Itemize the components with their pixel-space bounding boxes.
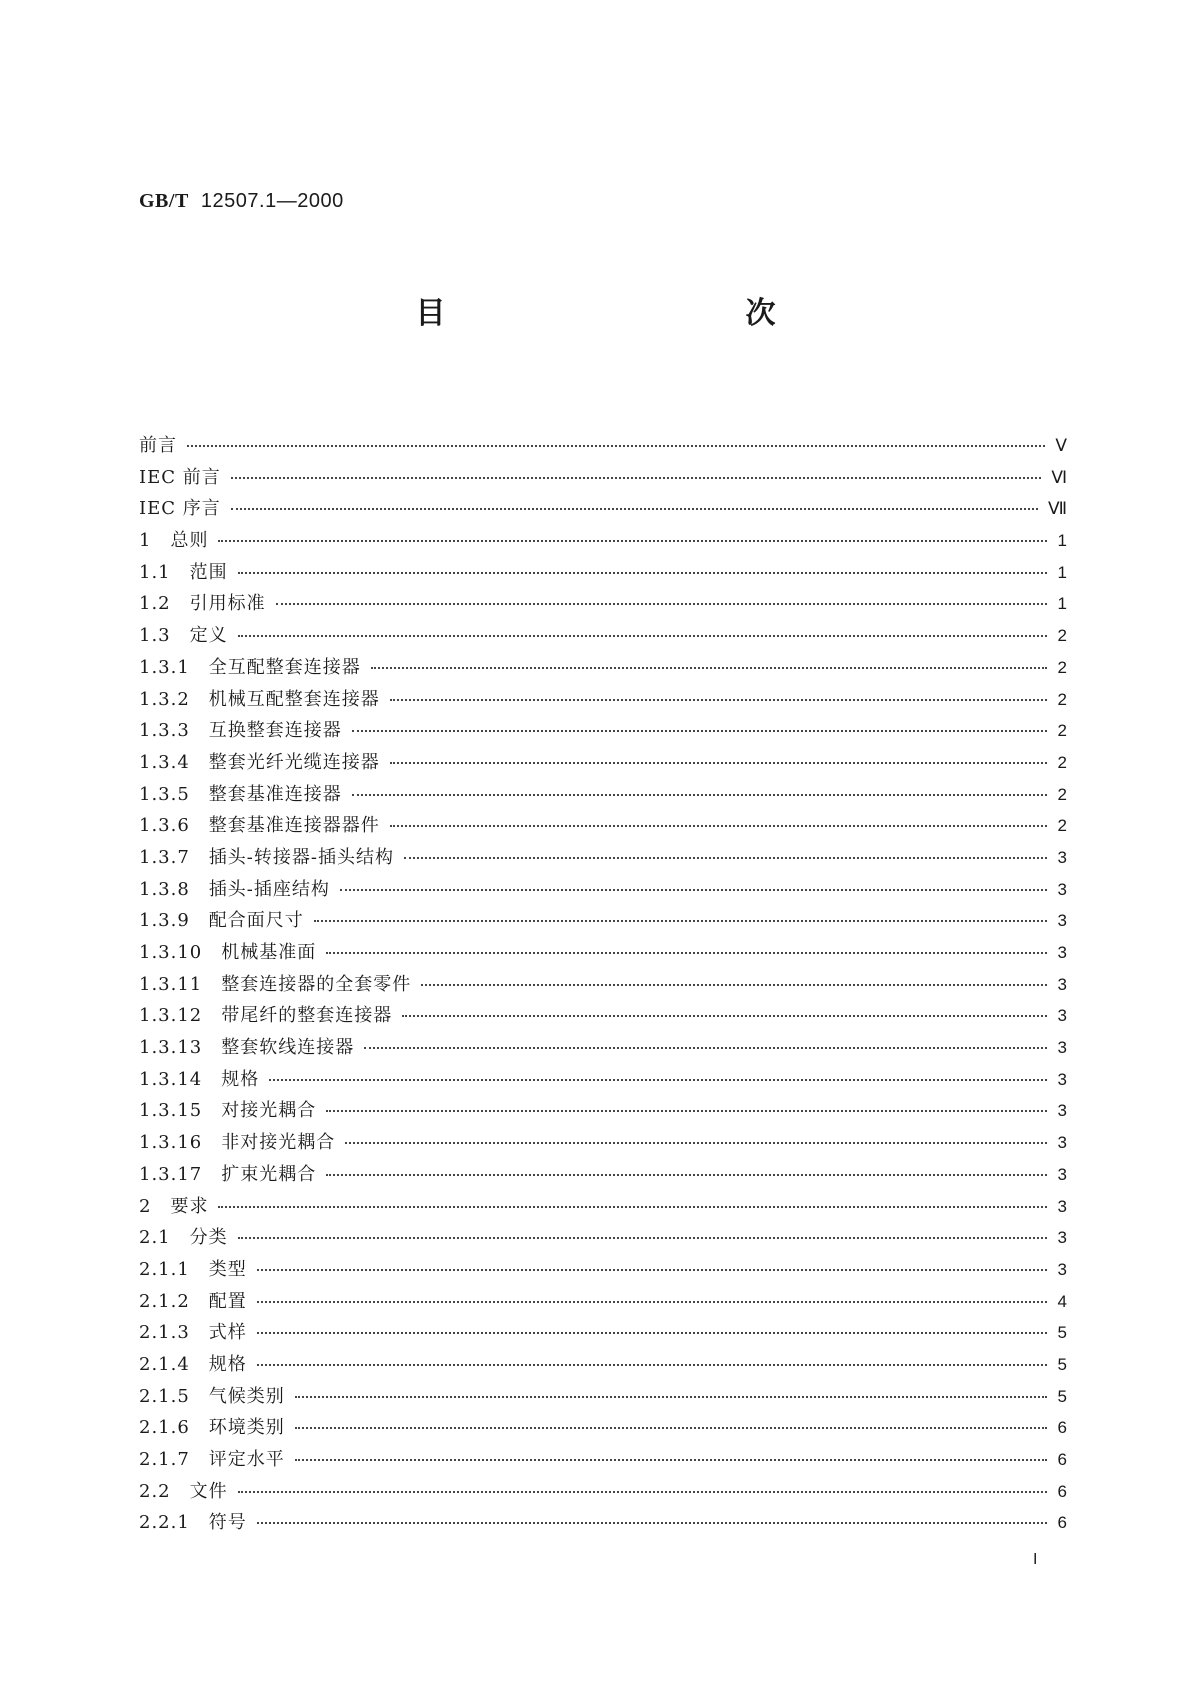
- toc-entry-label: 1.3.16 非对接光耦合: [139, 1132, 336, 1154]
- toc-entry-page: 3: [1057, 974, 1067, 994]
- toc-entry-page: 1: [1057, 562, 1067, 582]
- toc-entry-label: 1.3.5 整套基准连接器: [139, 783, 342, 805]
- toc-entry-label: 1.3.4 整套光纤光缆连接器: [139, 751, 380, 773]
- toc-entry-page: 3: [1057, 879, 1067, 899]
- toc-entry-page: 1: [1057, 531, 1067, 551]
- toc-entry-label: IEC 序言: [139, 498, 221, 520]
- toc-entry-page: 5: [1057, 1354, 1067, 1374]
- toc-entry-label: 1.3.8 插头-插座结构: [139, 878, 330, 900]
- toc-entry-page: 2: [1057, 784, 1067, 804]
- toc-entry[interactable]: [139, 589, 1067, 621]
- table-of-contents: [139, 431, 1067, 1540]
- toc-entry-label: 1.3 定义: [139, 625, 228, 647]
- toc-entry[interactable]: [139, 621, 1067, 653]
- toc-entry[interactable]: [139, 463, 1067, 495]
- dot-leader: [295, 1427, 1047, 1429]
- toc-entry[interactable]: [139, 1192, 1067, 1224]
- toc-entry[interactable]: [139, 431, 1067, 463]
- toc-entry-label: 1.3.3 互换整套连接器: [139, 720, 342, 742]
- toc-entry-page: 3: [1057, 1133, 1067, 1153]
- dot-leader: [238, 1237, 1047, 1239]
- dot-leader: [390, 825, 1047, 827]
- dot-leader: [352, 730, 1047, 732]
- toc-entry[interactable]: [139, 494, 1067, 526]
- toc-entry-page: 6: [1057, 1513, 1067, 1533]
- toc-entry-label: 1 总则: [139, 530, 209, 552]
- toc-entry[interactable]: [139, 526, 1067, 558]
- dot-leader: [257, 1332, 1047, 1334]
- toc-title: 目 次: [415, 296, 856, 331]
- toc-entry-page: 3: [1057, 1038, 1067, 1058]
- dot-leader: [314, 920, 1047, 922]
- toc-entry[interactable]: [139, 1477, 1067, 1509]
- toc-entry-label: 1.3.7 插头-转接器-插头结构: [139, 846, 394, 868]
- toc-entry-label: 1.3.9 配合面尺寸: [139, 910, 304, 932]
- toc-entry-page: 5: [1057, 1386, 1067, 1406]
- dot-leader: [326, 952, 1047, 954]
- toc-entry[interactable]: [139, 1065, 1067, 1097]
- toc-entry[interactable]: [139, 780, 1067, 812]
- dot-leader: [269, 1079, 1047, 1081]
- standard-code: [139, 190, 344, 213]
- toc-entry[interactable]: [139, 1128, 1067, 1160]
- dot-leader: [390, 762, 1047, 764]
- dot-leader: [326, 1110, 1047, 1112]
- toc-entry-label: 2.2.1 符号: [139, 1512, 247, 1534]
- toc-entry-page: 3: [1057, 943, 1067, 962]
- toc-entry[interactable]: [139, 653, 1067, 685]
- toc-entry-label: 2.1.4 规格: [139, 1353, 247, 1375]
- toc-entry-label: 2.1.2 配置: [139, 1290, 247, 1312]
- dot-leader: [295, 1459, 1047, 1461]
- toc-entry-label: 1.3.15 对接光耦合: [139, 1100, 317, 1122]
- toc-entry-page: 3: [1057, 1069, 1067, 1089]
- toc-entry[interactable]: [139, 1318, 1067, 1350]
- toc-entry[interactable]: [139, 938, 1067, 970]
- toc-entry-page: 1: [1057, 594, 1067, 614]
- dot-leader: [345, 1142, 1047, 1144]
- toc-entry-label: 1.3.1 全互配整套连接器: [139, 656, 361, 678]
- toc-entry-page: 3: [1057, 911, 1067, 931]
- toc-entry-label: 1.3.2 机械互配整套连接器: [139, 688, 380, 710]
- dot-leader: [257, 1269, 1047, 1271]
- toc-entry[interactable]: [139, 1223, 1067, 1255]
- toc-entry[interactable]: [139, 1382, 1067, 1414]
- toc-entry[interactable]: [139, 843, 1067, 875]
- toc-entry-label: 前言: [139, 435, 177, 456]
- dot-leader: [238, 572, 1047, 574]
- toc-entry-label: IEC 前言: [139, 466, 221, 488]
- dot-leader: [276, 603, 1047, 605]
- toc-entry[interactable]: [139, 558, 1067, 590]
- toc-entry[interactable]: [139, 1255, 1067, 1287]
- toc-entry-label: 2.1.7 评定水平: [139, 1449, 285, 1470]
- toc-entry-page: 4: [1057, 1291, 1067, 1311]
- toc-entry[interactable]: [139, 1160, 1067, 1192]
- toc-entry-label: 1.1 范围: [139, 561, 228, 583]
- toc-entry-page: 2: [1057, 721, 1067, 741]
- toc-entry-label: 2.1.3 式样: [139, 1322, 247, 1344]
- dot-leader: [238, 1491, 1047, 1493]
- dot-leader: [390, 699, 1047, 701]
- toc-entry-page: 2: [1057, 752, 1067, 772]
- toc-entry-page: 5: [1057, 1323, 1067, 1343]
- toc-entry[interactable]: [139, 1508, 1067, 1540]
- dot-leader: [238, 635, 1047, 637]
- toc-entry[interactable]: [139, 685, 1067, 717]
- toc-entry-page: 3: [1057, 1259, 1067, 1279]
- dot-leader: [295, 1396, 1047, 1398]
- toc-entry[interactable]: [139, 811, 1067, 843]
- toc-entry-page: 2: [1057, 626, 1067, 646]
- standard-number: 12507.1—2000: [200, 190, 344, 212]
- dot-leader: [187, 445, 1045, 447]
- toc-entry-label: 1.3.6 整套基准连接器器件: [139, 815, 380, 837]
- dot-leader: [352, 794, 1047, 796]
- toc-entry-page: 6: [1057, 1418, 1067, 1438]
- toc-entry-page: 6: [1057, 1481, 1067, 1501]
- dot-leader: [326, 1174, 1047, 1176]
- toc-entry[interactable]: [139, 970, 1067, 1002]
- dot-leader: [421, 984, 1047, 986]
- toc-entry[interactable]: [139, 1287, 1067, 1319]
- toc-entry-page: 6: [1057, 1450, 1067, 1469]
- toc-entry-label: 1.3.14 规格: [139, 1068, 260, 1090]
- dot-leader: [257, 1301, 1047, 1303]
- toc-entry-page: 3: [1057, 847, 1067, 867]
- dot-leader: [402, 1015, 1047, 1017]
- toc-entry-page: 2: [1057, 657, 1067, 677]
- toc-entry-page: Ⅵ: [1051, 467, 1067, 487]
- toc-entry-label: 1.3.12 带尾纤的整套连接器: [139, 1005, 393, 1027]
- dot-leader: [257, 1364, 1047, 1366]
- toc-entry-page: 3: [1057, 1101, 1067, 1121]
- toc-entry[interactable]: [139, 1350, 1067, 1382]
- toc-entry-page: 2: [1057, 689, 1067, 709]
- dot-leader: [231, 508, 1038, 510]
- dot-leader: [364, 1047, 1047, 1049]
- dot-leader: [257, 1522, 1047, 1524]
- toc-entry-page: 3: [1057, 1196, 1067, 1216]
- dot-leader: [404, 857, 1047, 859]
- toc-entry-label: 1.3.11 整套连接器的全套零件: [139, 973, 412, 995]
- toc-entry-page: Ⅶ: [1047, 499, 1067, 519]
- toc-entry-label: 1.3.10 机械基准面: [139, 942, 317, 963]
- toc-entry[interactable]: [139, 1445, 1067, 1477]
- toc-entry-label: 1.3.13 整套软线连接器: [139, 1037, 355, 1059]
- toc-entry-label: 2.2 文件: [139, 1480, 228, 1502]
- dot-leader: [218, 1206, 1047, 1208]
- toc-entry[interactable]: [139, 1033, 1067, 1065]
- toc-entry[interactable]: [139, 1413, 1067, 1445]
- dot-leader: [371, 667, 1047, 669]
- toc-entry[interactable]: [139, 716, 1067, 748]
- toc-entry-label: 2.1 分类: [139, 1227, 228, 1249]
- toc-entry[interactable]: [139, 1096, 1067, 1128]
- toc-entry-page: 3: [1057, 1006, 1067, 1026]
- toc-entry-label: 1.3.17 扩束光耦合: [139, 1163, 317, 1185]
- dot-leader: [218, 540, 1047, 542]
- toc-entry[interactable]: [139, 906, 1067, 938]
- toc-entry-page: 3: [1057, 1228, 1067, 1248]
- toc-entry[interactable]: [139, 875, 1067, 907]
- toc-entry-label: 1.2 引用标准: [139, 593, 266, 615]
- toc-entry[interactable]: [139, 748, 1067, 780]
- toc-entry-label: 2.1.5 气候类别: [139, 1385, 285, 1407]
- toc-entry[interactable]: [139, 1001, 1067, 1033]
- toc-entry-page: 3: [1057, 1164, 1067, 1184]
- standard-prefix: GB/T: [139, 190, 189, 212]
- dot-leader: [340, 889, 1047, 891]
- toc-entry-label: 2.1.6 环境类别: [139, 1417, 285, 1439]
- toc-entry-page: 2: [1057, 816, 1067, 836]
- page-number: Ⅰ: [1033, 1552, 1038, 1568]
- toc-entry-label: 2 要求: [139, 1195, 209, 1217]
- toc-entry-page: Ⅴ: [1055, 436, 1067, 455]
- toc-entry-label: 2.1.1 类型: [139, 1258, 247, 1280]
- dot-leader: [231, 477, 1042, 479]
